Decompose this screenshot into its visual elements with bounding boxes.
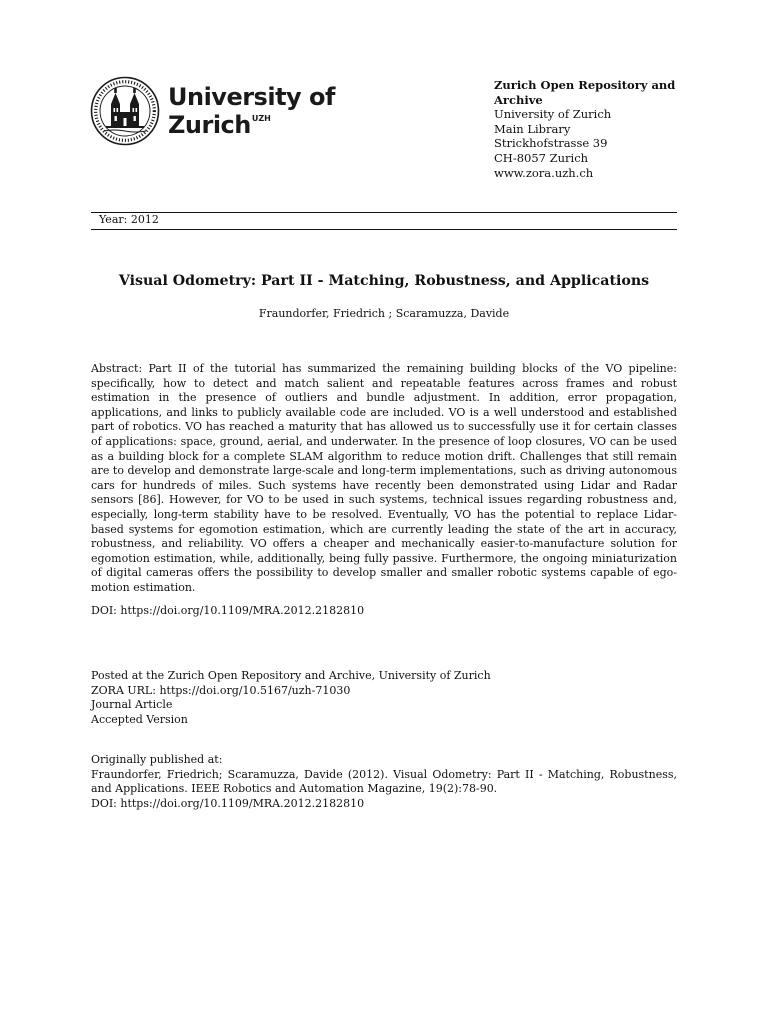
repository-city: CH-8057 Zurich xyxy=(494,150,589,165)
repository-street: Strickhofstrasse 39 xyxy=(494,136,608,151)
original-heading: Originally published at: xyxy=(91,753,223,766)
doi-block xyxy=(91,604,677,619)
publication-version: Accepted Version xyxy=(91,712,188,726)
original-publication xyxy=(91,753,677,811)
paper-title: Visual Odometry: Part II - Matching, Robustness, and Applications xyxy=(118,273,650,289)
logo-city: Zurich xyxy=(168,111,251,139)
abstract: Abstract: Part II of the tutorial has summarized the remaining building blocks of the VO pipeline: specifically, how to detect and match salient and repeatable features across frames and robust estimation in the presence of outliers and bundle adjustment. In addition, error propagation, applications, and links to publicly available code are included. VO is a well understood and established part of robotics. VO has reached a maturity that has allowed us to successfully use it for certain classes of applications: space, ground, aerial, and underwater. In the presence of loop closures, VO can be used as a building block for a complete SLAM algorithm to reduce motion drift. Challenges that still remain are to develop and demonstrate large-scale and long-term implementations, such as driving autonomous cars for hundreds of miles. Such systems have recently been demonstrated using Lidar and Radar sensors [86]. However, for VO to be used in such systems, technical issues regarding robustness and, especially, long-term stability have to be resolved. Eventually, VO has the potential to replace Lidar-based systems for egomotion estimation, which are currently leading the state of the art in accuracy, robustness, and reliability. VO offers a cheaper and mechanically easier-to-manufacture solution for egomotion estimation, while, additionally, being fully passive. Furthermore, the ongoing miniaturization of digital cameras offers the possibility to develop smaller and smaller robotic systems capable of ego-motion estimation. xyxy=(91,362,677,594)
publication-type: Journal Article xyxy=(91,698,173,712)
year-bar xyxy=(91,212,677,230)
repository-library: Main Library xyxy=(494,121,571,136)
original-doi[interactable]: DOI: https://doi.org/10.1109/MRA.2012.2182810 xyxy=(91,796,365,810)
logo-line-2 xyxy=(168,113,335,137)
logo-superscript: UZH xyxy=(251,114,271,123)
repository-website[interactable]: www.zora.uzh.ch xyxy=(494,165,594,180)
university-wordmark xyxy=(168,85,335,137)
repository-institution: University of Zurich xyxy=(494,107,612,122)
logo-line-1: University of xyxy=(168,83,335,111)
repository-address xyxy=(494,78,694,180)
doi-link[interactable]: DOI: https://doi.org/10.1109/MRA.2012.2182810 xyxy=(91,604,365,617)
university-seal-icon xyxy=(90,76,160,146)
year-label: Year: 2012 xyxy=(99,213,159,226)
zora-url[interactable]: ZORA URL: https://doi.org/10.5167/uzh-71030 xyxy=(91,683,351,697)
repository-name: Zurich Open Repository and Archive xyxy=(494,78,676,107)
posting-info xyxy=(91,669,677,727)
university-logo xyxy=(90,76,335,146)
posted-at: Posted at the Zurich Open Repository and Archive, University of Zurich xyxy=(91,669,491,682)
original-citation: Fraundorfer, Friedrich; Scaramuzza, Davide (2012). Visual Odometry: Part II - Matching, Robustness, and Applications. IEEE Robotics and Automation Magazine, 19(2):78-90. xyxy=(91,767,677,796)
paper-authors: Fraundorfer, Friedrich ; Scaramuzza, Davide xyxy=(258,307,510,320)
